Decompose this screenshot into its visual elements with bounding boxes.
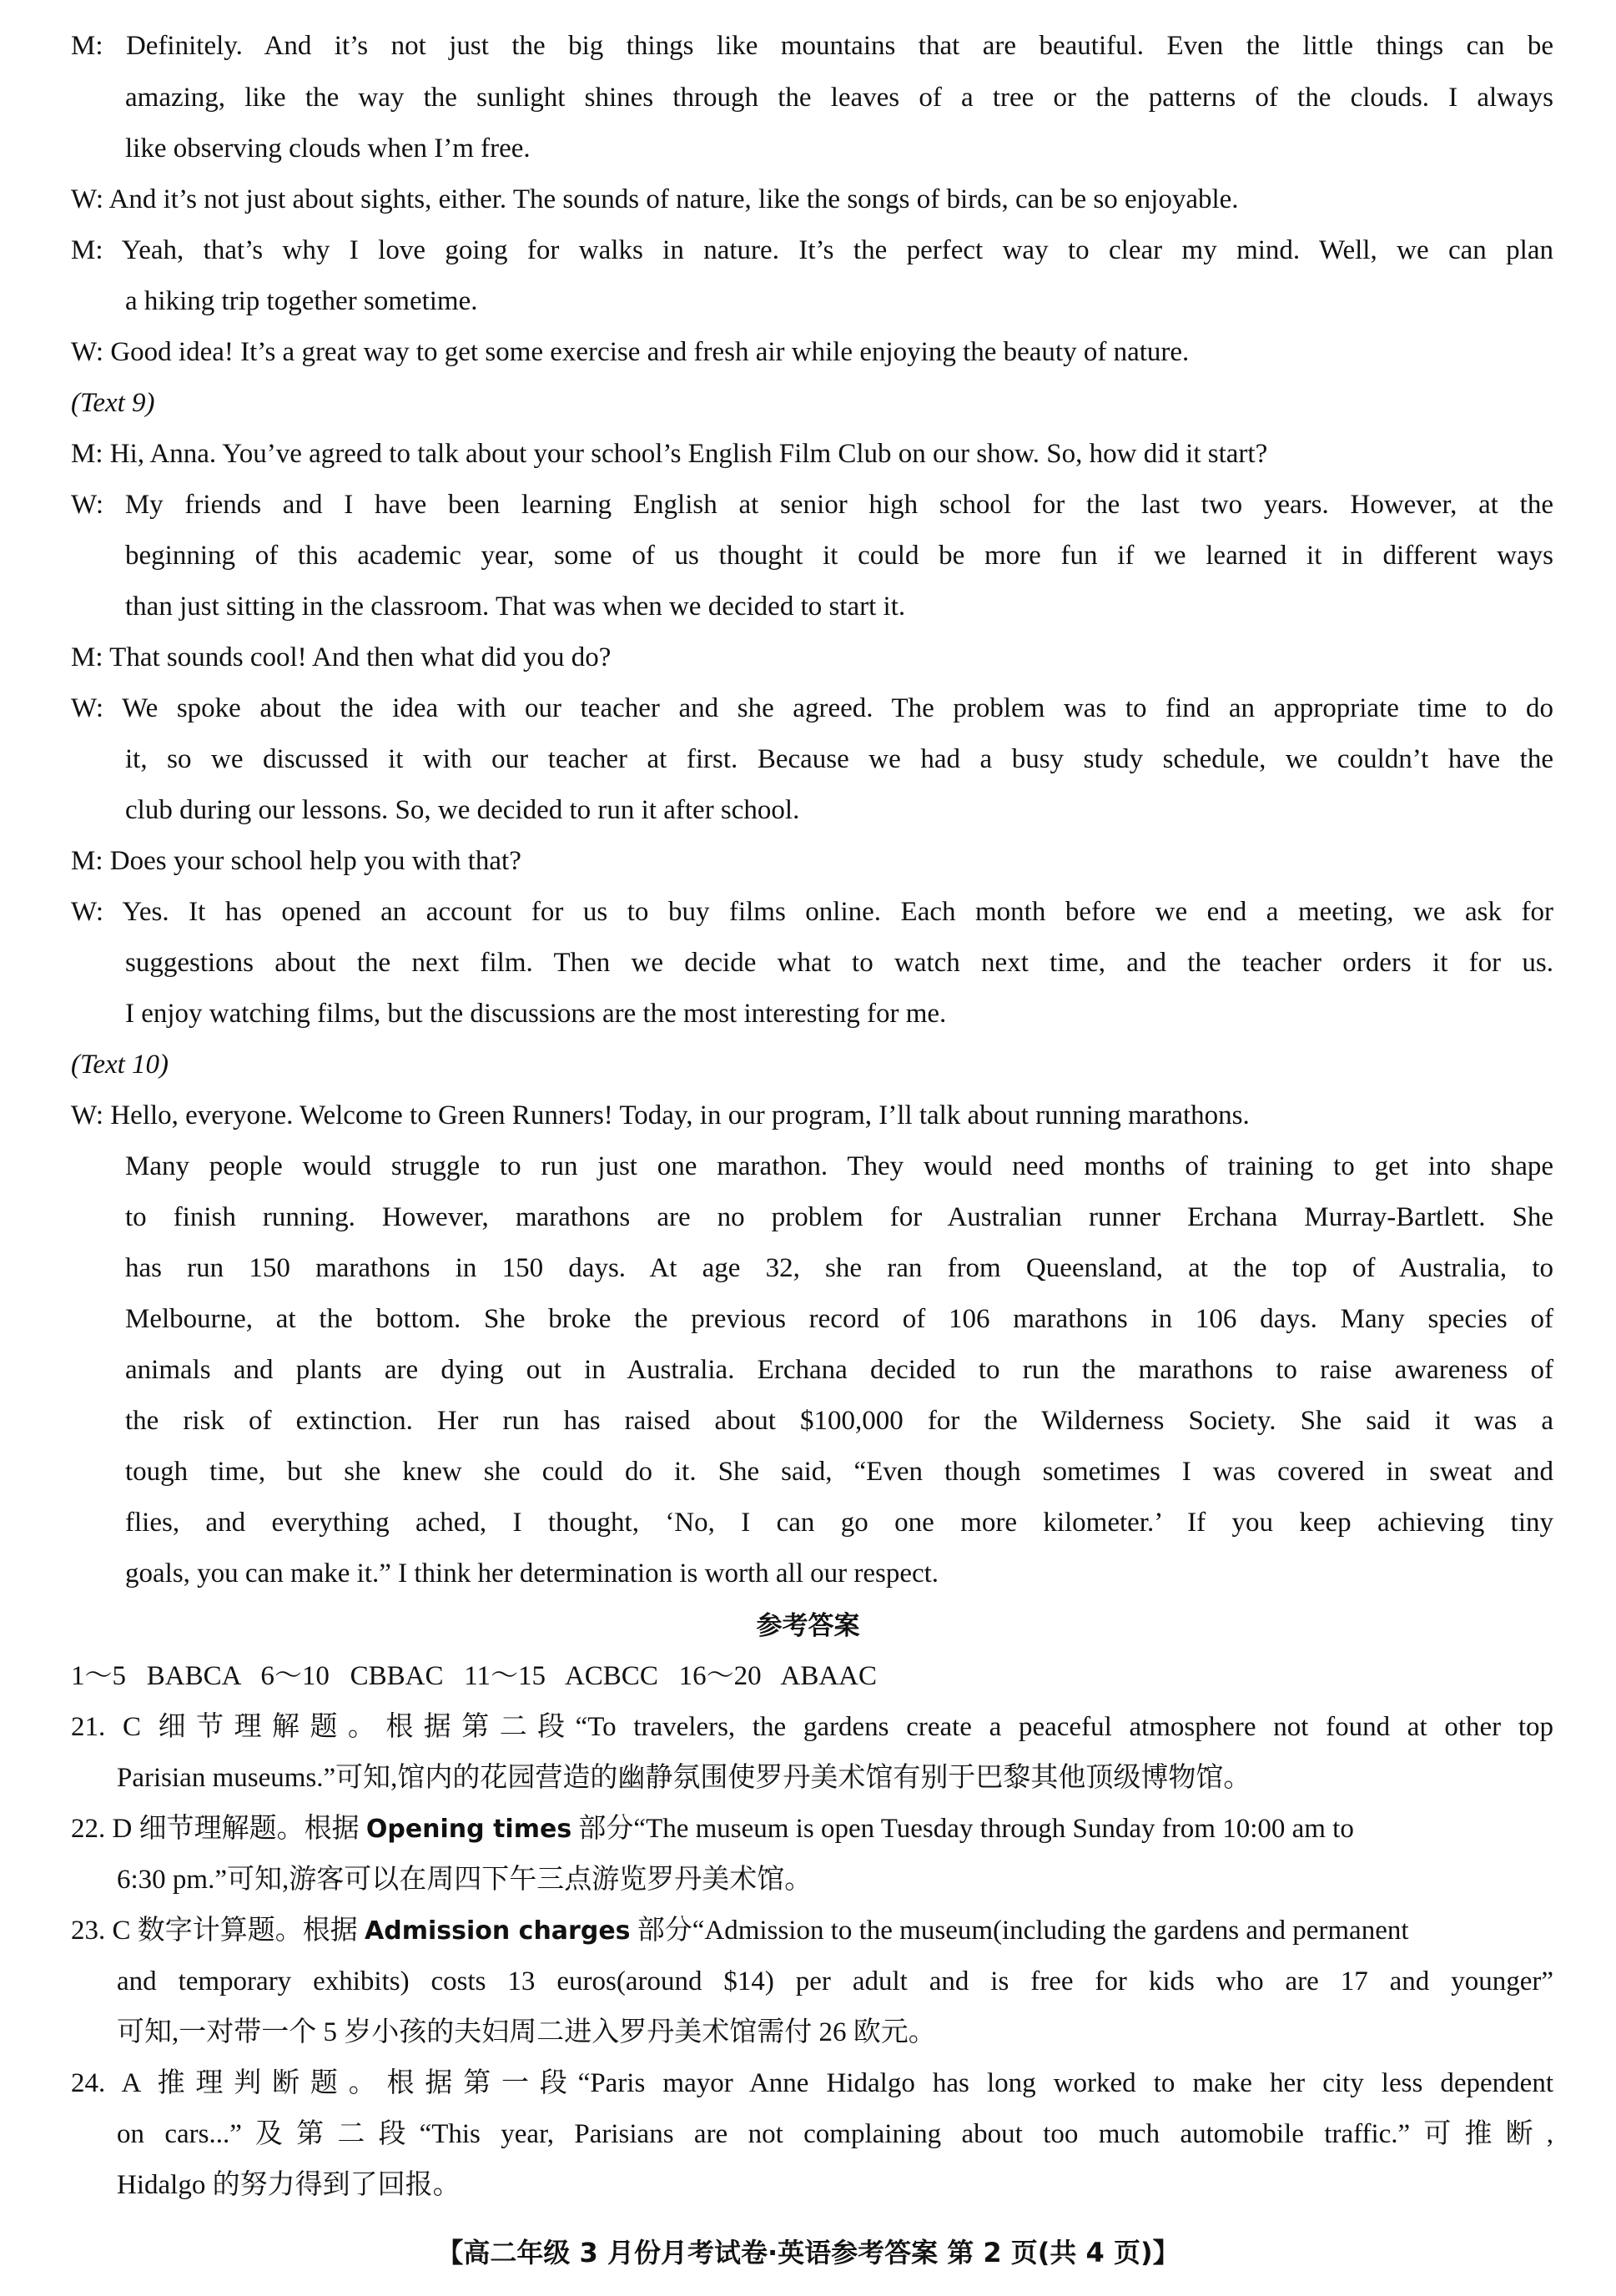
- dialogue-line: M: Hi, Anna. You’ve agreed to talk about your school’s English Film Club on our show. So, how did it start?: [71, 439, 1268, 469]
- explanation-line: 6:30 pm.”可知,游客可以在周四下午三点游览罗丹美术馆。: [117, 1865, 813, 1895]
- dialogue-line: like observing clouds when I’m free.: [125, 133, 531, 164]
- answer-key: 1～5 BABCA 6～10 CBBAC 11～15 ACBCC 16～20 ABAAC: [71, 1661, 878, 1691]
- answers-heading: 参考答案: [756, 1611, 860, 1641]
- explanation-line: on cars...”及第二段“This year, Parisians are not complaining about too much automobile traffic.”可推断,: [117, 2119, 1553, 2149]
- dialogue-line: W: My friends and I have been learning English at senior high school for the last two years. However, at the: [71, 490, 1553, 520]
- dialogue-line: W: Good idea! It’s a great way to get some exercise and fresh air while enjoying the beauty of nature.: [71, 337, 1190, 367]
- dialogue-line: it, so we discussed it with our teacher at first. Because we had a busy study schedule, we couldn’t have the: [125, 744, 1553, 774]
- explanation-line: 24. A 推理判断题。根据第一段“Paris mayor Anne Hidalgo has long worked to make her city less dependent: [71, 2068, 1553, 2098]
- dialogue-line: beginning of this academic year, some of us thought it could be more fun if we learned it in different ways: [125, 541, 1553, 571]
- explanation-line: Hidalgo 的努力得到了回报。: [117, 2170, 461, 2200]
- explanation-line: Parisian museums.”可知,馆内的花园营造的幽静氛围使罗丹美术馆有别于巴黎其他顶级博物馆。: [117, 1763, 1251, 1793]
- explanation-line: 23. C 数字计算题。根据 Admission charges 部分“Admission to the museum(including the gardens and permanent: [71, 1916, 1409, 1946]
- dialogue-line: animals and plants are dying out in Australia. Erchana decided to run the marathons to raise awareness of: [125, 1355, 1553, 1385]
- dialogue-line: the risk of extinction. Her run has raised about $100,000 for the Wilderness Society. She said it was a: [125, 1406, 1553, 1436]
- dialogue-line: tough time, but she knew she could do it. She said, “Even though sometimes I was covered in sweat and: [125, 1457, 1553, 1487]
- dialogue-line: flies, and everything ached, I thought, ‘No, I can go one more kilometer.’ If you keep achieving tiny: [125, 1508, 1553, 1538]
- dialogue-line: amazing, like the way the sunlight shines through the leaves of a tree or the patterns of the clouds. I always: [125, 83, 1553, 113]
- dialogue-line: club during our lessons. So, we decided to run it after school.: [125, 795, 800, 825]
- dialogue-line: Melbourne, at the bottom. She broke the previous record of 106 marathons in 106 days. Many species of: [125, 1304, 1553, 1334]
- dialogue-line: has run 150 marathons in 150 days. At age 32, she ran from Queensland, at the top of Australia, to: [125, 1253, 1553, 1283]
- dialogue-line: W: We spoke about the idea with our teacher and she agreed. The problem was to find an appropriate time to do: [71, 693, 1553, 723]
- explanation-line: 可知,一对带一个 5 岁小孩的夫妇周二进入罗丹美术馆需付 26 欧元。: [117, 2017, 936, 2047]
- page-footer: 【高二年级 3 月份月考试卷·英语参考答案 第 2 页(共 4 页)】: [436, 2237, 1180, 2268]
- dialogue-line: a hiking trip together sometime.: [125, 286, 478, 316]
- dialogue-line: Many people would struggle to run just one marathon. They would need months of training to get into shape: [125, 1151, 1553, 1181]
- dialogue-line: W: Hello, everyone. Welcome to Green Runners! Today, in our program, I’ll talk about running marathons.: [71, 1100, 1250, 1130]
- explanation-line: 21. C 细节理解题。根据第二段“To travelers, the gardens create a peaceful atmosphere not found at other top: [71, 1712, 1553, 1742]
- explanation-line: 22. D 细节理解题。根据 Opening times 部分“The museum is open Tuesday through Sunday from 10:00 am to: [71, 1814, 1354, 1844]
- dialogue-line: M: Definitely. And it’s not just the big things like mountains that are beautiful. Even the little things can be: [71, 31, 1553, 61]
- section-label-text9: (Text 9): [71, 388, 155, 418]
- dialogue-line: I enjoy watching films, but the discussions are the most interesting for me.: [125, 999, 947, 1029]
- dialogue-line: suggestions about the next film. Then we decide what to watch next time, and the teacher orders it for us.: [125, 948, 1553, 978]
- keyword: Admission charges: [365, 1916, 631, 1946]
- dialogue-line: to finish running. However, marathons are no problem for Australian runner Erchana Murray-Bartlett. She: [125, 1202, 1553, 1232]
- dialogue-line: M: Does your school help you with that?: [71, 846, 521, 876]
- dialogue-line: W: Yes. It has opened an account for us to buy films online. Each month before we end a meeting, we ask for: [71, 897, 1553, 927]
- dialogue-line: than just sitting in the classroom. That was when we decided to start it.: [125, 592, 906, 622]
- dialogue-line: W: And it’s not just about sights, either. The sounds of nature, like the songs of birds, can be so enjoyable.: [71, 184, 1239, 214]
- dialogue-line: goals, you can make it.” I think her determination is worth all our respect.: [125, 1558, 939, 1589]
- keyword: Opening times: [365, 1815, 572, 1844]
- dialogue-line: M: That sounds cool! And then what did you do?: [71, 642, 612, 672]
- section-label-text10: (Text 10): [71, 1050, 169, 1080]
- dialogue-line: M: Yeah, that’s why I love going for walks in nature. It’s the perfect way to clear my mind. Well, we can plan: [71, 235, 1553, 265]
- explanation-line: and temporary exhibits) costs 13 euros(around $14) per adult and is free for kids who are 17 and younger”: [117, 1966, 1553, 1996]
